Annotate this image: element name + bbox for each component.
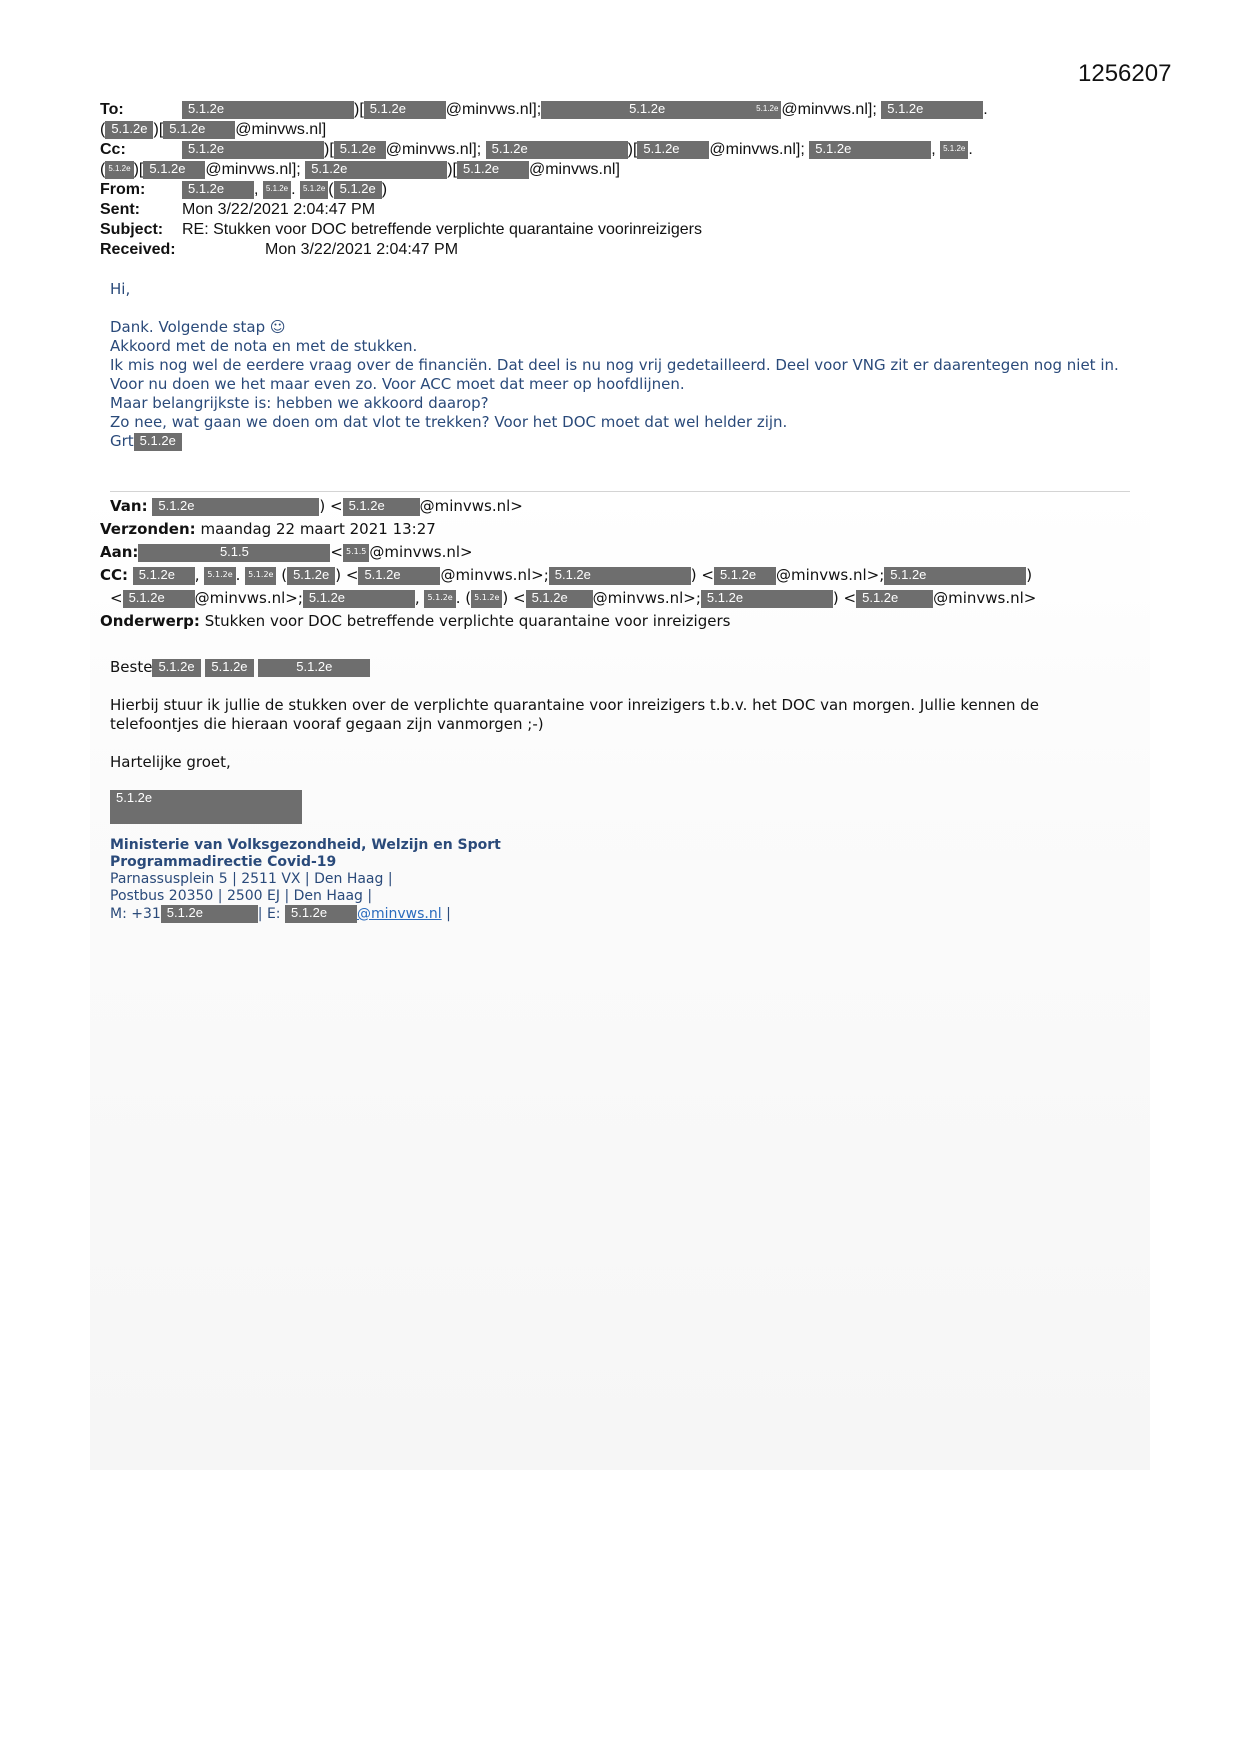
verzonden-label: Verzonden: (100, 520, 196, 538)
redaction: 5.1.5 (138, 544, 330, 562)
redaction: 5.1.2e (163, 121, 235, 139)
divider (110, 491, 1130, 492)
sent-line (100, 200, 375, 219)
redaction: 5.1.2e (245, 567, 276, 585)
email-domain: @minvws.nl]; (385, 141, 482, 158)
cc-email: @minvws.nl>; (592, 589, 701, 607)
redaction: 5.1.2e (343, 498, 420, 516)
postal-line: Postbus 20350 | 2500 EJ | Den Haag | (110, 888, 373, 904)
org-name: Ministerie van Volksgezondheid, Welzijn en Sport (110, 837, 501, 853)
email-domain: @minvws.nl] (528, 161, 620, 178)
cc-orig-line-2: < 5.1.2e @minvws.nl>; 5.1.2e , 5.1.2e . ( 5.1.2e ) < 5.1.2e @minvws.nl>; 5.1.2e ) < 5.1.2e @minvws.nl> (110, 589, 1037, 607)
redaction: 5.1.2e (856, 590, 933, 608)
subject-value: RE: Stukken voor DOC betreffende verplichte quarantaine voorinreizigers (182, 221, 702, 238)
salutation: Beste (110, 658, 153, 676)
aan-line: Aan: 5.1.5 < 5.1.5 @minvws.nl> (100, 543, 473, 561)
redaction: 5.1.2e (182, 101, 354, 119)
document-number: 1256207 (1078, 60, 1172, 87)
redaction: 5.1.2e (701, 590, 833, 608)
body-paragraph: Hierbij stuur ik jullie de stukken over de verplichte quarantaine voor inreizigers t.b.v. het DOC van morgen. Jullie kennen de telefoontjes die hieraan vooraf gegaan zijn vanmorgen ;-) (110, 696, 1039, 733)
redaction: 5.1.2e (143, 161, 205, 179)
reply-line: Zo nee, wat gaan we doen om dat vlot te trekken? Voor het DOC moet dat wel helder zijn. (110, 413, 788, 431)
email-link[interactable]: @minvws.nl (356, 906, 442, 922)
van-label: Van: (110, 497, 148, 515)
reply-line: Maar belangrijkste is: hebben we akkoord daarop? (110, 394, 489, 412)
cc-email: @minvws.nl>; (440, 566, 549, 584)
received-line (100, 240, 458, 259)
redaction: 5.1.2e (884, 567, 1026, 585)
sent-value: Mon 3/22/2021 2:04:47 PM (182, 201, 376, 218)
redaction: 5.1.2e (549, 567, 691, 585)
to-line: To: 5.1.2e )[ 5.1.2e @minvws.nl]; 5.1.2e 5.1.2e @minvws.nl]; 5.1.2e . (100, 100, 988, 118)
redaction: 5.1.2e (471, 590, 502, 608)
redaction: 5.1.2e (424, 590, 455, 608)
email-domain: @minvws.nl]; (709, 141, 805, 158)
redaction: 5.1.2e (305, 161, 447, 179)
redaction: 5.1.2e (753, 101, 781, 119)
from-line: From: 5.1.2e , 5.1.2e . 5.1.2e ( 5.1.2e ) (100, 180, 388, 198)
redaction: 5.1.2e (161, 905, 258, 923)
cc-label: Cc: (100, 141, 126, 158)
redaction: 5.1.2e (134, 433, 182, 451)
email-domain: @minvws.nl] (235, 121, 327, 138)
redaction: 5.1.2e (303, 590, 415, 608)
from-label: From: (100, 181, 146, 198)
redaction: 5.1.2e (300, 181, 328, 199)
reply-line: Ik mis nog wel de eerdere vraag over de financiën. Dat deel is nu nog vrij gedetailleerd. Deel voor VNG zit er daarentegen nog niet in. Voor nu doen we het maar even zo. Voor ACC moet dat meer op hoofdlijnen. (110, 356, 1119, 393)
van-email: @minvws.nl> (419, 497, 523, 515)
aan-label: Aan: (100, 543, 139, 561)
org-division: Programmadirectie Covid-19 (110, 854, 337, 870)
verzonden-line (100, 520, 436, 539)
cc-orig-label: CC: (100, 566, 129, 584)
redaction: 5.1.2e (263, 181, 291, 199)
email-domain: @minvws.nl]; (781, 101, 877, 118)
signature (110, 837, 501, 923)
redaction: 5.1.2e (881, 101, 983, 119)
redaction: 5.1.2e (205, 659, 253, 677)
email-domain: @minvws.nl]; (445, 101, 542, 118)
original-body (110, 658, 1130, 772)
received-value: Mon 3/22/2021 2:04:47 PM (265, 241, 459, 258)
onderwerp-value: Stukken voor DOC betreffende verplichte quarantaine voor inreizigers (204, 612, 731, 630)
contact-line (110, 905, 501, 923)
cc-email-end: @minvws.nl> (933, 589, 1037, 607)
scanned-background (90, 490, 1150, 1470)
redaction: 5.1.2e (204, 567, 235, 585)
aan-email: @minvws.nl> (369, 543, 473, 561)
redaction: 5.1.2e (182, 141, 324, 159)
redaction: 5.1.5 (343, 544, 369, 562)
redaction: 5.1.2e (182, 181, 254, 199)
email-suffix: | (446, 906, 451, 922)
email-domain: @minvws.nl]; (205, 161, 301, 178)
redaction: 5.1.2e (133, 567, 195, 585)
redaction: 5.1.2e (457, 161, 529, 179)
redaction: 5.1.2e (105, 121, 153, 139)
reply-signoff: Grt (110, 432, 134, 450)
redaction: 5.1.2e (258, 659, 370, 677)
onderwerp-label: Onderwerp: (100, 612, 200, 630)
redaction: 5.1.2e (152, 498, 319, 516)
redaction: 5.1.2e (526, 590, 593, 608)
redaction: 5.1.2e (940, 141, 968, 159)
redaction: 5.1.2e (334, 181, 382, 199)
email-prefix: | E: (257, 906, 281, 922)
address-line: Parnassusplein 5 | 2511 VX | Den Haag | (110, 871, 393, 887)
redaction: 5.1.2e (637, 141, 709, 159)
to-label: To: (100, 101, 124, 118)
reply-line: Dank. Volgende stap ☺ (110, 318, 286, 336)
van-line: Van: 5.1.2e ) < 5.1.2e @minvws.nl> (110, 497, 523, 515)
redaction: 5.1.2e (358, 567, 440, 585)
subject-line (100, 220, 702, 239)
closing: Hartelijke groet, (110, 753, 231, 771)
redaction: 5.1.2e (287, 567, 335, 585)
sent-label: Sent: (100, 201, 140, 218)
cc-email: @minvws.nl>; (194, 589, 303, 607)
reply-body (110, 280, 1130, 451)
redaction: 5.1.2e (285, 905, 357, 923)
reply-greeting: Hi, (110, 280, 131, 298)
redaction: 5.1.2e (152, 659, 200, 677)
cc-orig-line: CC: 5.1.2e , 5.1.2e . 5.1.2e ( 5.1.2e ) < 5.1.2e @minvws.nl>; 5.1.2e ) < 5.1.2e @minvws.nl>; 5.1.2e ) (100, 566, 1033, 584)
cc-email: @minvws.nl>; (775, 566, 885, 584)
onderwerp-line (100, 612, 730, 631)
cc-line: Cc: 5.1.2e )[ 5.1.2e @minvws.nl]; 5.1.2e )[ 5.1.2e @minvws.nl]; 5.1.2e , 5.1.2e . (100, 140, 973, 158)
verzonden-value: maandag 22 maart 2021 13:27 (200, 520, 436, 538)
cc-line-2: ( 5.1.2e )[ 5.1.2e @minvws.nl]; 5.1.2e )[ 5.1.2e @minvws.nl] (100, 160, 620, 178)
redaction: 5.1.2e (364, 101, 446, 119)
redaction: 5.1.2e (714, 567, 776, 585)
redaction: 5.1.2e (486, 141, 628, 159)
to-line-2: ( 5.1.2e )[ 5.1.2e @minvws.nl] (100, 120, 327, 138)
mobile-prefix: M: +31 (110, 906, 161, 922)
subject-label: Subject: (100, 221, 164, 238)
redaction: 5.1.2e (123, 590, 195, 608)
redaction: 5.1.2e (105, 161, 133, 179)
reply-line: Akkoord met de nota en met de stukken. (110, 337, 418, 355)
redaction: 5.1.2e (809, 141, 931, 159)
redaction: 5.1.2e (541, 101, 753, 119)
redaction: 5.1.2e (334, 141, 386, 159)
received-label: Received: (100, 241, 176, 258)
sender-name-redaction: 5.1.2e (110, 790, 302, 824)
